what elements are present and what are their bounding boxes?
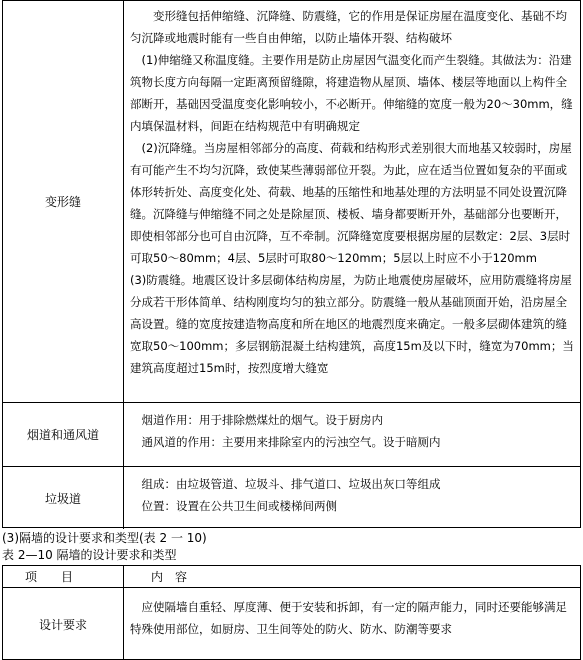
paragraph: 位置：设置在公共卫生间或楼梯间两侧 (130, 499, 337, 513)
paragraph: 变形缝包括伸缩缝、沉降缝、防震缝，它的作用是保证房屋在温度变化、基础不均匀沉降或地震时能有一些自由伸缩，以防止墙体开裂、结构破坏 (130, 9, 567, 45)
partition-table (2, 565, 581, 660)
table-header (3, 566, 580, 588)
table-row-design-requirements (3, 588, 580, 660)
table-caption: 表 2—10 隔墙的设计要求和类型 (2, 548, 177, 562)
table-row-flue (3, 403, 580, 467)
paragraph: (1)伸缩缝又称温度缝。主要作用是防止房屋因气温变化而产生裂缝。其做法为：沿建筑物长度方向每隔一定距离预留缝隙，将建造物从屋顶、墙体、楼层等地面以上构件全部断开，基础因受温度变化影响较小，不必断开。伸缩缝的宽度一般为20～30mm，缝内填保温材料，间距在结构规范中有明确规定 (130, 53, 573, 133)
row-content (124, 588, 580, 660)
header-item: 项 目 (3, 566, 124, 587)
paragraph: (3)防震缝。地震区设计多层砌体结构房屋，为防止地震使房屋破坏，应用防震缝将房屋分成若干形体简单、结构刚度均匀的独立部分。防震缝一般从基础顶面开始，沿房屋全高设置。缝的宽度按建造物高度和所在地区的地震烈度来确定。一般多层砌体建筑的缝宽取50～100mm；多层钢筋混凝土结构建筑，高度15m及以下时，缝宽为70mm；当建筑高度超过15m时，按烈度增大缝宽 (130, 273, 574, 375)
header-content: 内 容 (151, 570, 188, 584)
row-label: 烟道和通风道 (3, 403, 124, 466)
row-content (124, 467, 580, 529)
structure-table (2, 0, 581, 528)
row-label: 设计要求 (3, 588, 124, 660)
paragraph: 通风道的作用：主要用来排除室内的污浊空气。设于暗厕内 (130, 435, 441, 449)
row-label: 垃圾道 (3, 467, 124, 529)
paragraph: 组成：由垃圾管道、垃圾斗、排气道口、垃圾出灰口等组成 (130, 477, 441, 491)
paragraph: (2)沉降缝。当房屋相邻部分的高度、荷载和结构形式差别很大而地基又较弱时，房屋有可能产生不均匀沉降，致使某些薄弱部位开裂。为此，应在适当位置如复杂的平面或体形转折处、高度变化处、荷载、地基的压缩性和地基处理的方法明显不同处设置沉降缝。沉降缝与伸缩缝不同之处是除屋顶、楼板、墙身都要断开外，基础部分也要断开，即使相邻部分也可自由沉降，互不牵制。沉降缝宽度要根据房屋的层数定：2层、3层时可取50～80mm；4层、5层时可取80～120mm；5层以上时应不小于120mm (130, 141, 572, 265)
paragraph: 烟道作用：用于排除燃煤灶的烟气。设于厨房内 (130, 413, 383, 427)
row-content (124, 1, 580, 402)
table-row-garbage-chute (3, 467, 580, 529)
row-content (124, 403, 580, 466)
row-label: 变形缝 (3, 1, 124, 402)
paragraph: 应使隔墙自重轻、厚度薄、便于安装和拆卸，有一定的隔声能力，同时还要能够满足特殊使用部位，如厨房、卫生间等处的防火、防水、防潮等要求 (130, 600, 567, 636)
table-row-expansion-joint (3, 1, 580, 403)
section-heading: (3)隔墙的设计要求和类型(表 2 一 10) (2, 531, 207, 545)
